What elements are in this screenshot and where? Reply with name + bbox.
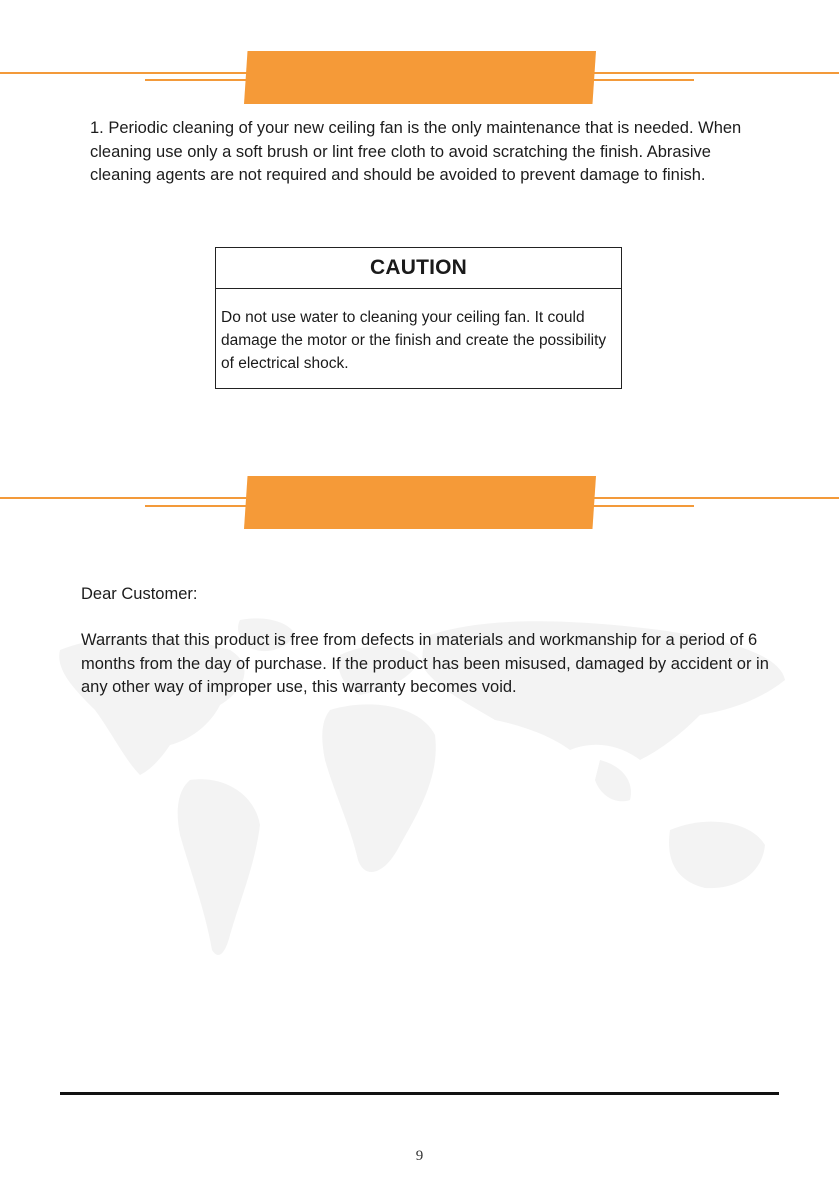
warranty-greeting: Dear Customer: [81,585,198,603]
caution-box [215,247,622,389]
caution-text: Do not use water to cleaning your ceiling fan. It could damage the motor or the finish and create the possibility of electrical shock. [221,309,607,372]
footer-divider [60,1092,779,1095]
section-banner [244,476,596,529]
section-banner [244,51,596,104]
page-number: 9 [415,1148,424,1164]
warranty-paragraph: Warrants that this product is free from defects in materials and workmanship for a period of 6 months from the day of purchase. If the product has been misused, damaged by accident or in any other way of improper use, this warranty becomes void. [81,631,769,696]
caution-title: CAUTION [216,248,621,289]
maintenance-paragraph: 1. Periodic cleaning of your new ceiling fan is the only maintenance that is needed. When cleaning use only a soft brush or lint free cloth to avoid scratching the finish. Abrasive cleaning agents are not required and should be avoided to prevent damage to finish. [90,119,742,184]
